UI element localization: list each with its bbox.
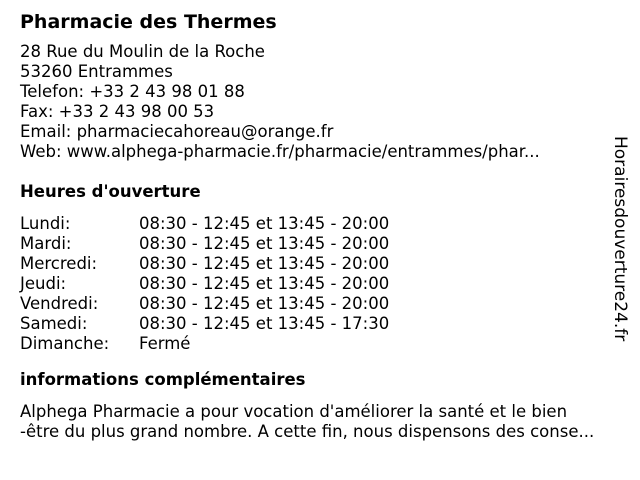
hours-row: [20, 274, 615, 294]
site-watermark: Horairesdouverture24.fr: [610, 136, 630, 342]
info-heading: informations complémentaires: [20, 370, 306, 389]
info-line-1: Alphega Pharmacie a pour vocation d'améliorer la santé et le bien: [20, 402, 568, 421]
address-line-1: 28 Rue du Moulin de la Roche: [20, 42, 265, 61]
time-value: 08:30 - 12:45 et 13:45 - 20:00: [139, 294, 390, 313]
fax-text: Fax: +33 2 43 98 00 53: [20, 102, 215, 121]
pharmacy-name: Pharmacie des Thermes: [20, 11, 277, 33]
info-description: [20, 402, 615, 442]
day-label: Jeudi:: [20, 274, 67, 293]
phone-text: Telefon: +33 2 43 98 01 88: [20, 82, 245, 101]
time-value: 08:30 - 12:45 et 13:45 - 17:30: [139, 314, 390, 333]
address-line-2: 53260 Entrammes: [20, 62, 173, 81]
day-label: Dimanche:: [20, 334, 110, 353]
pharmacy-card: [20, 10, 615, 442]
hours-row: [20, 334, 615, 354]
day-label: Mercredi:: [20, 254, 98, 273]
contact-block: [20, 42, 615, 162]
email-text: Email: pharmaciecahoreau@orange.fr: [20, 122, 334, 141]
hours-row: [20, 314, 615, 334]
day-label: Samedi:: [20, 314, 88, 333]
web-text: Web: www.alphega-pharmacie.fr/pharmacie/entrammes/phar...: [20, 142, 540, 161]
hours-row: [20, 234, 615, 254]
day-label: Vendredi:: [20, 294, 99, 313]
time-value: 08:30 - 12:45 et 13:45 - 20:00: [139, 254, 390, 273]
hours-table: [20, 214, 615, 354]
time-value: 08:30 - 12:45 et 13:45 - 20:00: [139, 214, 390, 233]
hours-row: [20, 214, 615, 234]
hours-row: [20, 294, 615, 314]
time-value: 08:30 - 12:45 et 13:45 - 20:00: [139, 274, 390, 293]
info-line-2: -être du plus grand nombre. A cette fin, nous dispensons des conse...: [20, 422, 595, 441]
time-value: 08:30 - 12:45 et 13:45 - 20:00: [139, 234, 390, 253]
time-value: Fermé: [139, 334, 191, 353]
hours-heading: Heures d'ouverture: [20, 182, 201, 201]
day-label: Mardi:: [20, 234, 72, 253]
hours-row: [20, 254, 615, 274]
day-label: Lundi:: [20, 214, 71, 233]
